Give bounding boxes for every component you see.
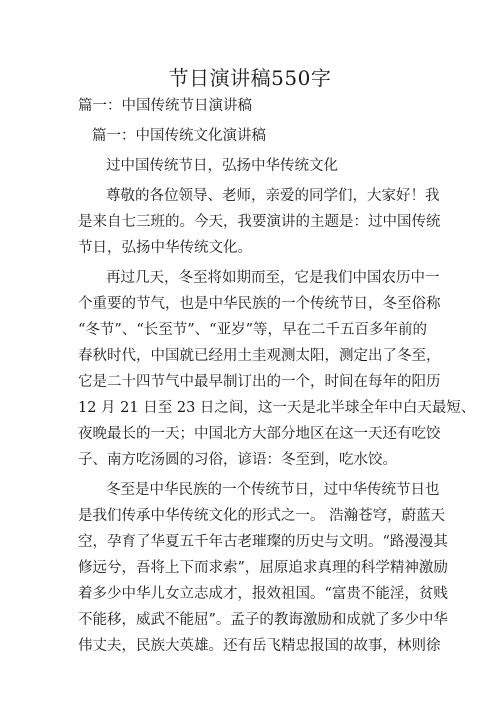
paragraph-line: 节日，弘扬中华传统文化。 [78,240,252,256]
paragraph-line: 再过几天，冬至将如期而至，它是我们中国农历中一 [106,270,440,286]
paragraph-line: 尊敬的各位领导、老师，亲爱的同学们，大家好！我 [106,188,440,204]
paragraph-line: 春秋时代，中国就已经用土圭观测太阳，测定出了冬至， [78,348,441,364]
paragraph-line: 着多少中华儿女立志成才，报效祖国。“富贵不能淫，贫贱 [78,586,448,602]
paragraph-line: 它是二十四节气中最早制订出的一个，时间在每年的阳历 [78,374,441,390]
paragraph-line: 修远兮，吾将上下而求索”，屈原追求真理的科学精神激励 [78,560,448,576]
subsection-heading: 篇一：中国传统文化演讲稿 [92,128,266,144]
speech-title: 过中国传统节日，弘扬中华传统文化 [106,158,338,174]
paragraph-line: 空，孕育了华夏五千年古老璀璨的历史与文明。“路漫漫其 [78,534,448,550]
paragraph-winter-solstice [78,265,476,473]
paragraph-line: 子、南方吃汤圆的习俗，谚语：冬至到，吃水饺。 [78,452,397,468]
document-body [78,93,476,659]
paragraph-tradition [78,477,448,659]
paragraph-line: “冬节”、“长至节”、“亚岁”等，早在二千五百多年前的 [78,322,427,338]
paragraph-line: 是来自七三班的。今天，我要演讲的主题是：过中国传统 [78,214,441,230]
paragraph-line: 12 月 21 日至 23 日之间，这一天是北半球全年中白天最短、 [78,400,476,416]
paragraph-line: 是我们传承中华传统文化的形式之一。 浩瀚苍穹，蔚蓝天 [78,508,446,524]
paragraph-greeting [78,183,441,261]
paragraph-line: 伟丈夫，民族大英雄。还有岳飞精忠报国的故事，林则徐 [78,638,441,654]
paragraph-line: 冬至是中华民族的一个传统节日，过中华传统节日也 [106,482,440,498]
paragraph-line: 个重要的节气，也是中华民族的一个传统节日，冬至俗称 [78,296,441,312]
paragraph-line: 不能移，威武不能屈”。孟子的教诲激励和成就了多少中华 [78,612,448,628]
section-heading: 篇一：中国传统节日演讲稿 [78,98,252,114]
document-title: 节日演讲稿550字 [168,66,332,90]
paragraph-line: 夜晚最长的一天；中国北方大部分地区在这一天还有吃饺 [78,426,441,442]
